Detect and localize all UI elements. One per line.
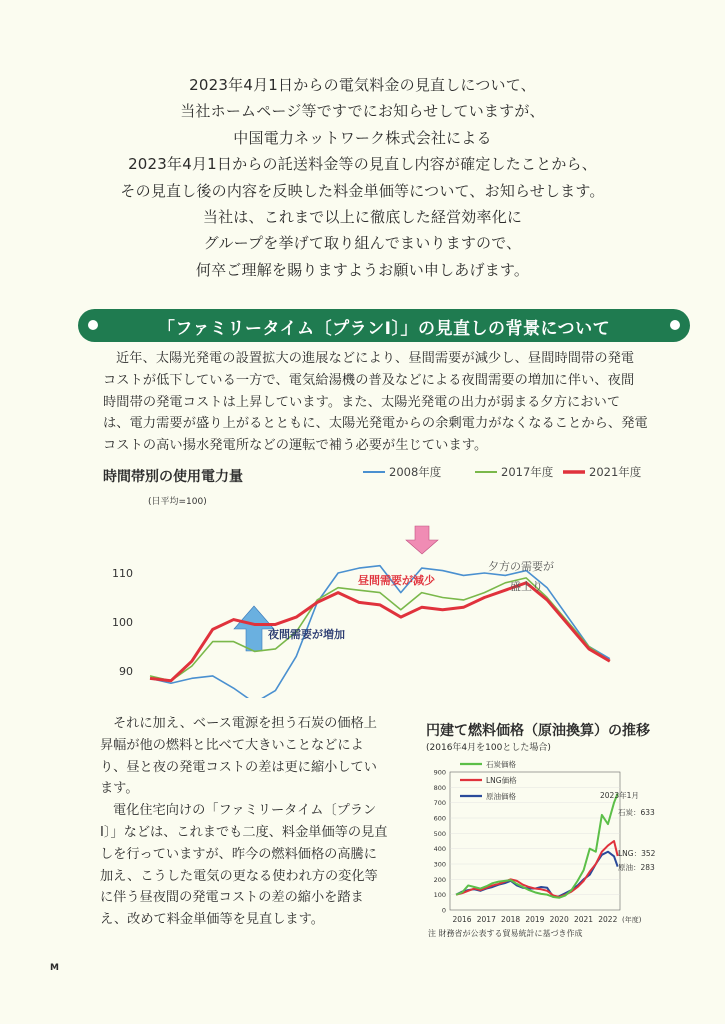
y-tick-label: 0 xyxy=(441,906,446,915)
annotation-daytime: 昼間需要が減少 xyxy=(358,574,435,587)
paragraph-line: 加え、こうした電気の更なる使われ方の変化等 xyxy=(100,868,378,884)
y-axis-unit: (日平均=100) xyxy=(148,497,207,507)
intro-notice xyxy=(40,72,685,283)
y-tick-label: 500 xyxy=(433,829,446,838)
y-tick-label: 900 xyxy=(433,768,446,777)
annotation-coal: 石炭：633 xyxy=(618,808,655,817)
annotation-date: 2023年1月 xyxy=(600,791,639,800)
page-mark: M xyxy=(50,963,59,973)
x-axis-unit: (年度) xyxy=(622,916,642,924)
legend-label: 2008年度 xyxy=(389,465,442,479)
intro-line: 当社は、これまで以上に徹底した経営効率化に xyxy=(202,208,523,227)
paragraph-line: に伴う昼夜間の発電コストの差の縮小を踏ま xyxy=(100,890,364,906)
legend-label: LNG価格 xyxy=(486,776,517,785)
usage-chart-title: 時間帯別の使用電力量 xyxy=(103,469,243,485)
legend-label: 石炭価格 xyxy=(486,760,516,769)
x-tick-label: 2018 xyxy=(501,915,521,924)
x-tick-label: 2019 xyxy=(525,915,545,924)
fuel-chart-title: 円建て燃料価格（原油換算）の推移 xyxy=(426,723,650,739)
paragraph-line: コストが低下している一方で、電気給湯機の普及などによる夜間需要の増加に伴い、夜間 xyxy=(103,372,635,388)
x-tick-label: 2016 xyxy=(452,915,472,924)
y-tick-label: 800 xyxy=(433,783,446,792)
paragraph-line: 時間帯の発電コストは上昇しています。また、太陽光発電の出力が弱まる夕方において xyxy=(103,394,621,410)
y-tick-label: 400 xyxy=(433,845,446,854)
paragraph-line: コストの高い揚水発電所などの運転で補う必要が生じています。 xyxy=(103,438,488,454)
y-tick-label: 300 xyxy=(433,860,446,869)
background-paragraph xyxy=(103,348,688,457)
paragraph-line: 昇幅が他の燃料と比べて大きいことなどによ xyxy=(100,737,364,753)
annotation-evening: 夕方の需要が xyxy=(488,560,554,573)
paragraph-line: I〕」などは、これまでも二度、料金単価等の見直 xyxy=(100,824,388,840)
paragraph-line: え、改めて料金単価等を見直します。 xyxy=(100,912,324,928)
x-tick-label: 2017 xyxy=(476,915,496,924)
paragraph-line: り、昼と夜の発電コストの差は更に縮小してい xyxy=(100,759,377,775)
paragraph-line: ます。 xyxy=(100,781,139,797)
intro-line: その見直し後の内容を反映した料金単価等について、お知らせします。 xyxy=(120,181,605,200)
section-banner xyxy=(78,309,690,342)
intro-line: 当社ホームページ等ですでにお知らせしていますが、 xyxy=(180,102,545,121)
fuel-chart-note: 注 財務省が公表する貿易統計に基づき作成 xyxy=(428,929,583,938)
cost-paragraph xyxy=(100,713,400,931)
fuel-chart-subtitle: (2016年4月を100とした場合) xyxy=(426,743,551,753)
y-tick-label: 100 xyxy=(433,891,446,900)
x-tick-label: 2021 xyxy=(573,915,594,924)
annotation-evening: 盛上り xyxy=(510,580,543,593)
y-tick-label: 200 xyxy=(433,875,446,884)
y-tick-label: 90 xyxy=(119,665,133,678)
paragraph-line: は、電力需要が盛り上がるとともに、太陽光発電からの余剰電力がなくなることから、発電 xyxy=(103,416,648,432)
y-tick-label: 100 xyxy=(112,616,133,629)
fuel-chart xyxy=(405,752,675,928)
series-line-0 xyxy=(456,793,618,897)
intro-line: 何卒ご理解を賜りますようお願い申しあげます。 xyxy=(195,260,530,279)
series-line-2 xyxy=(150,583,610,681)
legend-label: 2021年度 xyxy=(589,465,642,479)
x-tick-label: 2020 xyxy=(549,915,569,924)
section-title: 「ファミリータイム〔プランI〕」の見直しの背景について xyxy=(157,319,611,339)
arrow-down-icon xyxy=(406,526,438,554)
annotation-crude: 原油：283 xyxy=(618,863,655,872)
annotation-night: 夜間需要が増加 xyxy=(268,628,345,641)
paragraph-line: しを行っていますが、昨今の燃料価格の高騰に xyxy=(100,846,377,862)
bullet-dot-icon xyxy=(670,320,680,330)
paragraph-line: それに加え、ベース電源を担う石炭の価格上 xyxy=(113,716,377,731)
paragraph-line: 近年、太陽光発電の設置拡大の進展などにより、昼間需要が減少し、昼間時間帯の発電 xyxy=(116,351,635,366)
legend-label: 2017年度 xyxy=(501,465,554,479)
intro-line: 中国電力ネットワーク株式会社による xyxy=(233,128,492,147)
paragraph-line: 電化住宅向けの「ファミリータイム〔プラン xyxy=(113,803,377,819)
y-tick-label: 110 xyxy=(112,567,133,580)
y-tick-label: 600 xyxy=(433,814,446,823)
legend-label: 原油価格 xyxy=(486,792,516,801)
annotation-lng: LNG：352 xyxy=(618,849,656,858)
x-tick-label: 2022 xyxy=(598,915,618,924)
intro-line: グループを挙げて取り組んでまいりますので、 xyxy=(203,234,522,253)
usage-chart xyxy=(100,458,670,698)
y-tick-label: 700 xyxy=(433,799,446,808)
intro-line: 2023年4月1日からの電気料金の見直しについて、 xyxy=(189,76,536,94)
intro-line: 2023年4月1日からの託送料金等の見直し内容が確定したことから、 xyxy=(128,155,597,174)
